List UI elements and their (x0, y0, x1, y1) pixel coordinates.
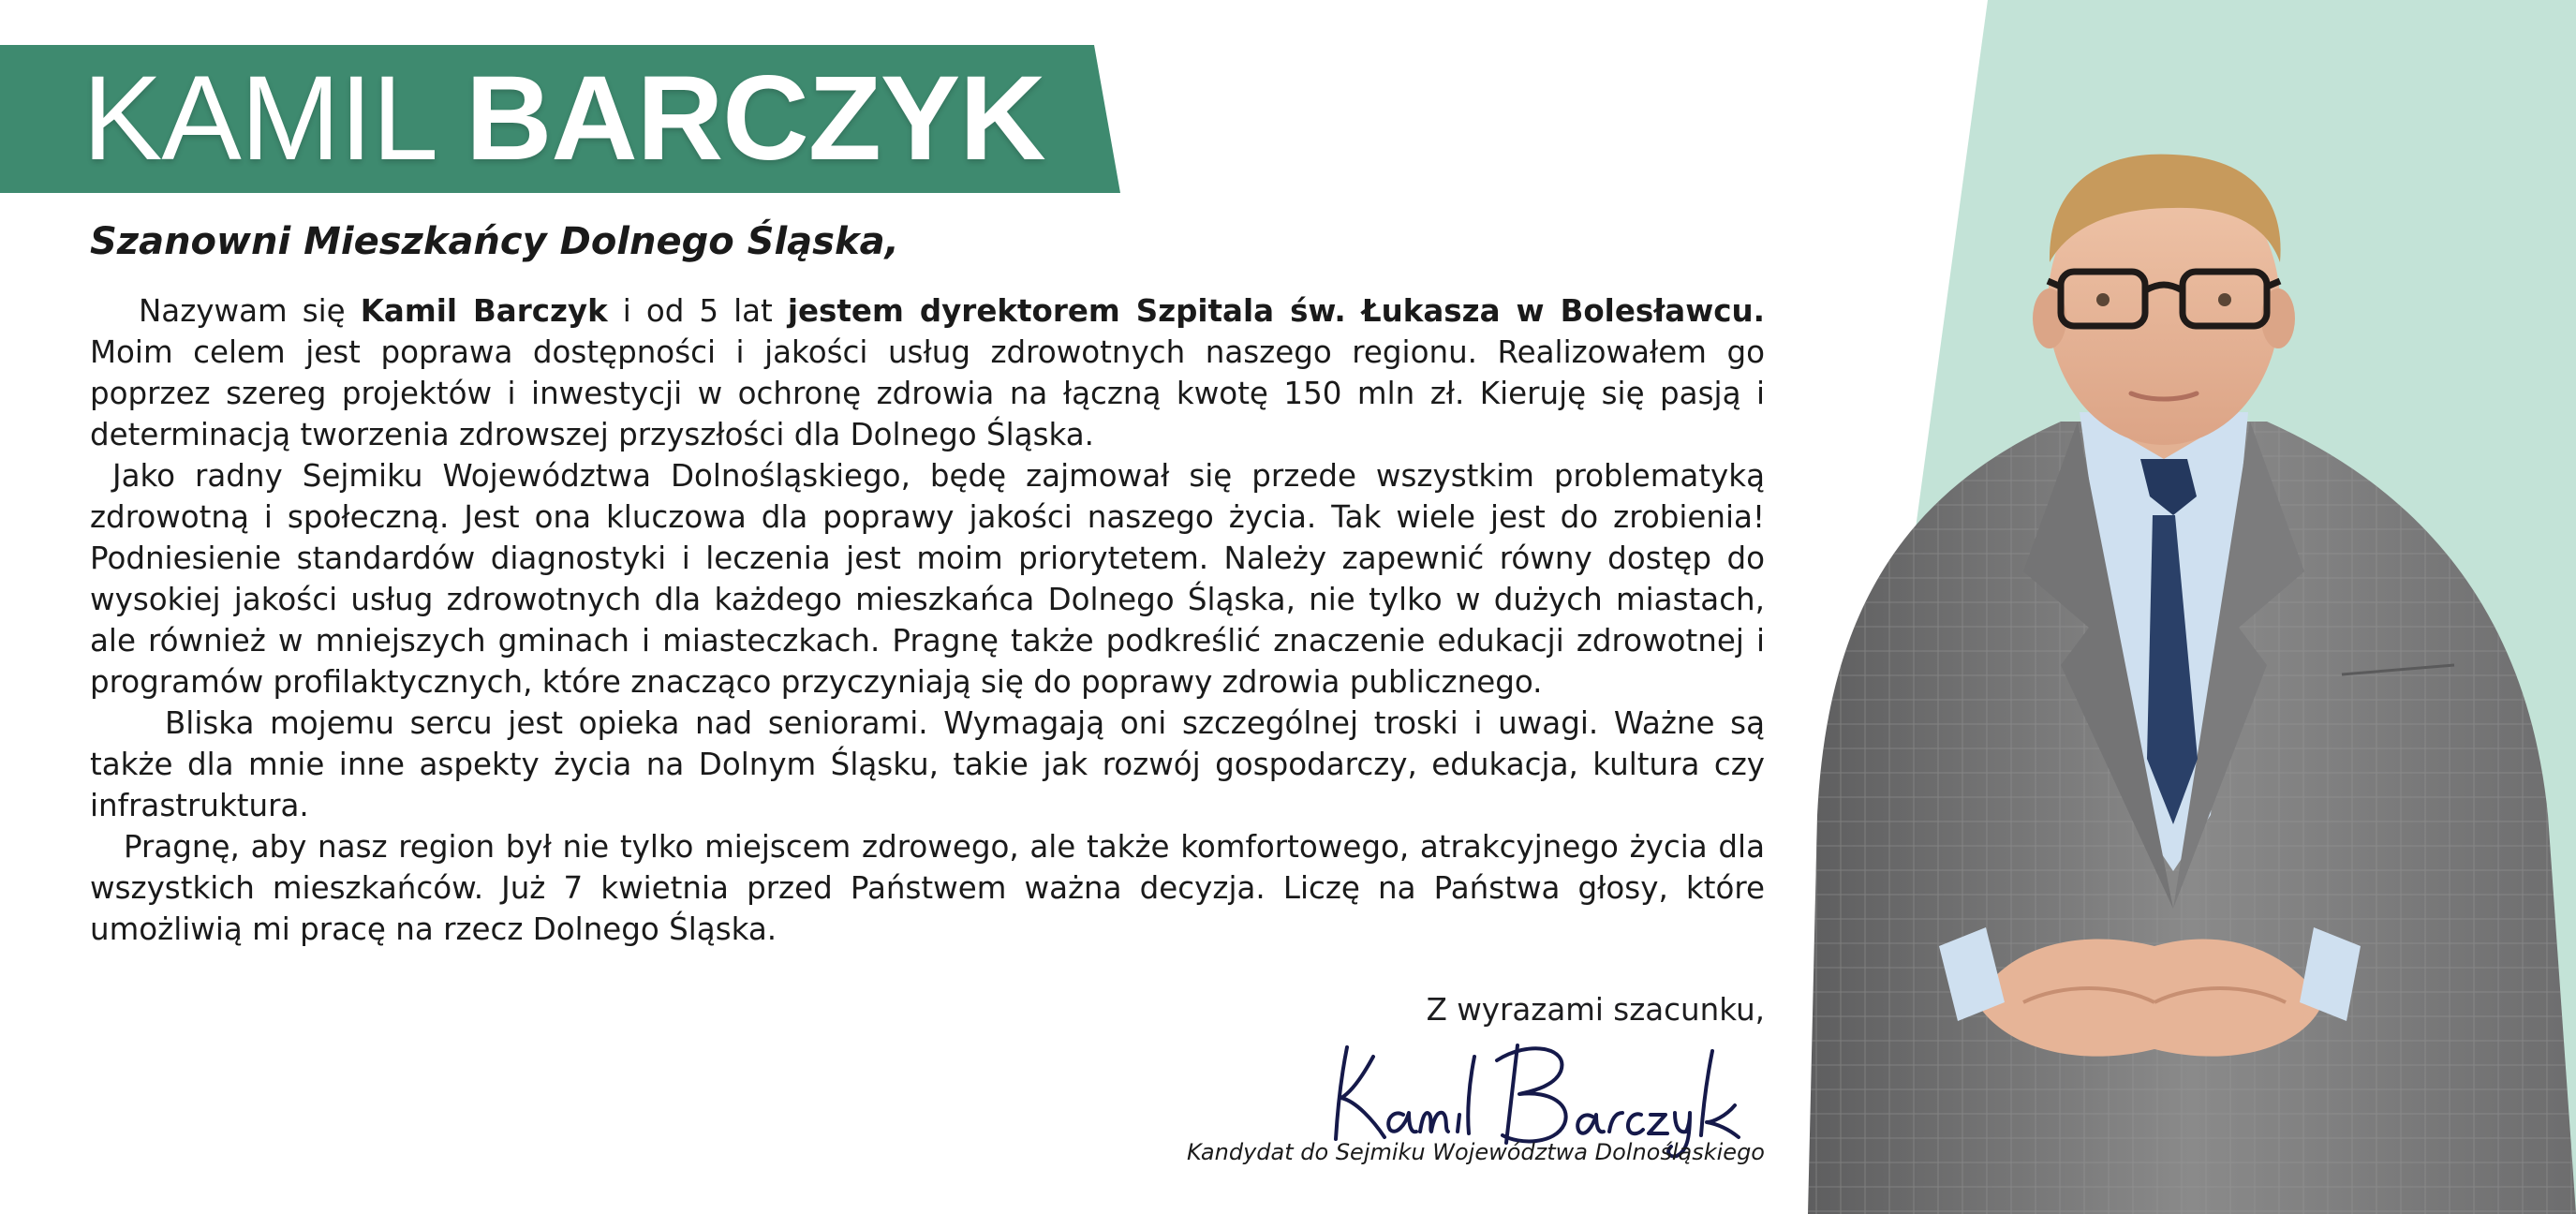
p1-candidate-name: Kamil Barczyk (360, 293, 608, 329)
p1-role: jestem dyrektorem Szpitala św. Łukasza w Bolesławcu. (787, 293, 1765, 329)
candidate-portrait (1780, 103, 2576, 1214)
first-name: KAMIL (82, 52, 434, 185)
p1-text-a: Nazywam się (139, 293, 361, 329)
p1-text-c: i od 5 lat (607, 293, 788, 329)
candidate-name-heading (82, 49, 1045, 189)
p1-text-e: Moim celem jest poprawa dostępności i jakości usług zdrowotnych naszego regionu. Realizowałem go poprzez szereg projektów i inwestycji w ochronę zdrowia na łączną kwotę 150 mln zł. Kieruję się pasją i determinacją tworzenia zdrowszej przyszłości dla Dolnego Śląska. (90, 334, 1765, 452)
candidate-role: Kandydat do Sejmiku Województwa Dolnośląskiego (1187, 1139, 1765, 1165)
greeting: Szanowni Mieszkańcy Dolnego Śląska, (90, 220, 899, 263)
paragraph-4: Pragnę, aby nasz region był nie tylko miejscem zdrowego, ale także komfortowego, atrakcyjnego życia dla wszystkich mieszkańców. Już 7 kwietnia przed Państwem ważna decyzja. Liczę na Państwa głosy, które umożliwią mi pracę na rzecz Dolnego Śląska. (90, 829, 1765, 947)
paragraph-3: Bliska mojemu sercu jest opieka nad seniorami. Wymagają oni szczególnej troski i uwagi. Ważne są także dla mnie inne aspekty życia na Dolnym Śląsku, takie jak rozwój gospodarczy, edukacja, kultura czy infrastruktura. (90, 705, 1765, 823)
letter-body (90, 214, 1765, 950)
closing-line: Z wyrazami szacunku, (1426, 992, 1765, 1028)
last-name: BARCZYK (465, 52, 1045, 185)
paragraph-1 (90, 290, 1765, 455)
paragraph-2: Jako radny Sejmiku Województwa Dolnośląskiego, będę zajmował się przede wszystkim problematyką zdrowotną i społeczną. Jest ona kluczowa dla poprawy jakości naszego życia. Tak wiele jest do zrobienia! Podniesienie standardów diagnostyki i leczenia jest moim priorytetem. Należy zapewnić równy dostęp do wysokiej jakości usług zdrowotnych dla każdego mieszkańca Dolnego Śląska, nie tylko w dużych miastach, ale również w mniejszych gminach i miasteczkach. Pragnę także podkreślić znaczenie edukacji zdrowotnej i programów profilaktycznych, które znacząco przyczyniają się do poprawy zdrowia publicznego. (90, 458, 1765, 700)
